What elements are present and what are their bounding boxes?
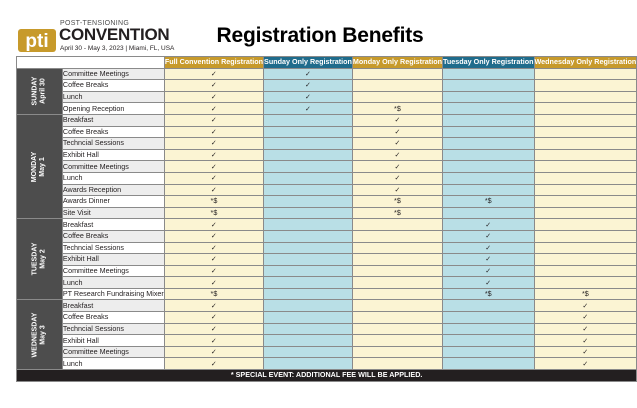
day-label-monday (17, 114, 63, 218)
check-icon: ✓ (534, 300, 637, 312)
table-row (17, 149, 637, 161)
special-fee-mark: *$ (164, 288, 263, 300)
check-icon: ✓ (442, 265, 534, 277)
check-icon: ✓ (264, 80, 353, 92)
empty-cell (534, 172, 637, 184)
check-icon: ✓ (264, 68, 353, 80)
check-icon: ✓ (164, 126, 263, 138)
empty-cell (264, 138, 353, 150)
empty-cell (442, 126, 534, 138)
table-row (17, 242, 637, 254)
check-icon: ✓ (164, 265, 263, 277)
day-date: May 1 (39, 156, 47, 177)
special-fee-mark: *$ (534, 288, 637, 300)
empty-cell (442, 312, 534, 324)
table-row (17, 323, 637, 335)
table-row (17, 254, 637, 266)
empty-cell (352, 346, 442, 358)
table-row (17, 312, 637, 324)
empty-cell (352, 277, 442, 289)
empty-cell (534, 103, 637, 115)
day-label-text (31, 77, 47, 106)
table-row (17, 300, 637, 312)
empty-cell (442, 80, 534, 92)
column-header-full: Full Convention Registration (164, 57, 264, 67)
check-icon: ✓ (164, 184, 263, 196)
empty-cell (442, 300, 534, 312)
empty-cell (264, 288, 353, 300)
empty-cell (264, 149, 353, 161)
page-title: Registration Benefits (216, 24, 424, 47)
empty-cell (442, 114, 534, 126)
empty-cell (264, 114, 353, 126)
day-name: WEDNESDAY (31, 312, 39, 358)
table-row (17, 103, 637, 115)
event-name: Awards Dinner (62, 196, 164, 208)
day-label-tuesday (17, 219, 63, 300)
check-icon: ✓ (352, 149, 442, 161)
table-row (17, 138, 637, 150)
day-label-text (31, 312, 47, 357)
empty-cell (534, 230, 637, 242)
day-date: May 2 (39, 249, 47, 270)
empty-cell (534, 114, 637, 126)
empty-cell (534, 207, 637, 219)
event-name: Breakfast (62, 219, 164, 231)
check-icon: ✓ (164, 103, 263, 115)
empty-cell (264, 172, 353, 184)
table-row (17, 68, 637, 80)
check-icon: ✓ (534, 346, 637, 358)
check-icon: ✓ (164, 277, 263, 289)
check-icon: ✓ (164, 219, 263, 231)
empty-cell (442, 172, 534, 184)
day-label-sunday (17, 68, 63, 114)
empty-cell (442, 103, 534, 115)
empty-cell (352, 312, 442, 324)
empty-cell (264, 358, 353, 370)
table-row (17, 196, 637, 208)
check-icon: ✓ (164, 323, 263, 335)
event-name: Awards Reception (62, 184, 164, 196)
empty-cell (534, 196, 637, 208)
check-icon: ✓ (442, 230, 534, 242)
empty-cell (442, 184, 534, 196)
check-icon: ✓ (352, 138, 442, 150)
check-icon: ✓ (164, 358, 263, 370)
check-icon: ✓ (352, 172, 442, 184)
check-icon: ✓ (352, 184, 442, 196)
check-icon: ✓ (352, 114, 442, 126)
empty-cell (264, 207, 353, 219)
event-name: Exhibit Hall (62, 335, 164, 347)
check-icon: ✓ (442, 242, 534, 254)
event-name: Breakfast (62, 300, 164, 312)
check-icon: ✓ (164, 91, 263, 103)
empty-cell (352, 254, 442, 266)
check-icon: ✓ (352, 161, 442, 173)
check-icon: ✓ (442, 254, 534, 266)
check-icon: ✓ (164, 312, 263, 324)
day-label-wednesday (17, 300, 63, 370)
day-name: TUESDAY (31, 242, 39, 276)
table-row (17, 172, 637, 184)
empty-cell (442, 346, 534, 358)
event-name: Lunch (62, 277, 164, 289)
empty-cell (264, 346, 353, 358)
check-icon: ✓ (164, 172, 263, 184)
check-icon: ✓ (164, 300, 263, 312)
check-icon: ✓ (534, 312, 637, 324)
special-fee-mark: *$ (352, 103, 442, 115)
event-name: Committee Meetings (62, 161, 164, 173)
event-name: Opening Reception (62, 103, 164, 115)
event-name: Site Visit (62, 207, 164, 219)
event-name: Exhibit Hall (62, 254, 164, 266)
check-icon: ✓ (264, 91, 353, 103)
event-name: Coffee Breaks (62, 80, 164, 92)
empty-cell (534, 254, 637, 266)
check-icon: ✓ (164, 346, 263, 358)
day-label-text (31, 243, 47, 276)
footnote: * SPECIAL EVENT: ADDITIONAL FEE WILL BE APPLIED. (17, 370, 637, 382)
event-name: Exhibit Hall (62, 149, 164, 161)
empty-cell (352, 335, 442, 347)
column-header-tuesday: Tuesday Only Registration (442, 57, 534, 67)
empty-cell (534, 242, 637, 254)
empty-cell (264, 312, 353, 324)
empty-cell (534, 91, 637, 103)
table-row (17, 207, 637, 219)
day-name: MONDAY (31, 151, 39, 182)
check-icon: ✓ (164, 68, 263, 80)
empty-cell (264, 323, 353, 335)
check-icon: ✓ (164, 242, 263, 254)
day-name: SUNDAY (31, 76, 39, 106)
empty-cell (442, 68, 534, 80)
event-name: Committee Meetings (62, 346, 164, 358)
event-name: Committee Meetings (62, 265, 164, 277)
special-fee-mark: *$ (164, 207, 263, 219)
empty-cell (534, 265, 637, 277)
empty-cell (352, 288, 442, 300)
table-row (17, 335, 637, 347)
column-header-monday: Monday Only Registration (352, 57, 442, 67)
check-icon: ✓ (164, 254, 263, 266)
empty-cell (352, 80, 442, 92)
empty-cell (534, 219, 637, 231)
check-icon: ✓ (164, 149, 263, 161)
empty-cell (264, 230, 353, 242)
check-icon: ✓ (534, 358, 637, 370)
check-icon: ✓ (534, 335, 637, 347)
table-row (17, 288, 637, 300)
empty-cell (352, 265, 442, 277)
empty-cell (442, 323, 534, 335)
table-row (17, 277, 637, 289)
table-row (17, 265, 637, 277)
event-name: Techncial Sessions (62, 138, 164, 150)
empty-cell (534, 138, 637, 150)
empty-cell (442, 207, 534, 219)
table-body (17, 68, 637, 369)
empty-cell (264, 184, 353, 196)
day-label-text (31, 151, 47, 181)
header-corner (17, 57, 165, 69)
check-icon: ✓ (164, 161, 263, 173)
check-icon: ✓ (164, 80, 263, 92)
check-icon: ✓ (164, 335, 263, 347)
logo-name: CONVENTION (59, 25, 170, 44)
check-icon: ✓ (534, 323, 637, 335)
table-row (17, 219, 637, 231)
column-header-wednesday: Wednesday Only Registration (534, 57, 637, 67)
special-fee-mark: *$ (442, 196, 534, 208)
special-fee-mark: *$ (352, 207, 442, 219)
empty-cell (352, 68, 442, 80)
event-name: Coffee Breaks (62, 126, 164, 138)
special-fee-mark: *$ (352, 196, 442, 208)
check-icon: ✓ (164, 138, 263, 150)
check-icon: ✓ (264, 103, 353, 115)
empty-cell (352, 242, 442, 254)
empty-cell (442, 149, 534, 161)
special-fee-mark: *$ (442, 288, 534, 300)
event-name: Lunch (62, 172, 164, 184)
empty-cell (442, 335, 534, 347)
table-row (17, 126, 637, 138)
empty-cell (264, 242, 353, 254)
table-row (17, 91, 637, 103)
empty-cell (442, 358, 534, 370)
event-name: Techncial Sessions (62, 323, 164, 335)
day-date: May 3 (39, 325, 47, 345)
check-icon: ✓ (442, 277, 534, 289)
empty-cell (352, 300, 442, 312)
event-name: PT Research Fundraising Mixer (62, 289, 164, 299)
empty-cell (264, 219, 353, 231)
empty-cell (264, 300, 353, 312)
empty-cell (352, 219, 442, 231)
logo-dates-location: April 30 - May 3, 2023 | Miami, FL, USA (60, 45, 175, 52)
check-icon: ✓ (442, 219, 534, 231)
event-name: Breakfast (62, 114, 164, 126)
empty-cell (264, 335, 353, 347)
empty-cell (352, 230, 442, 242)
header-row (17, 57, 637, 69)
empty-cell (264, 277, 353, 289)
table-row (17, 184, 637, 196)
empty-cell (352, 91, 442, 103)
table-row (17, 161, 637, 173)
convention-logo (18, 20, 188, 54)
empty-cell (534, 126, 637, 138)
footnote-row (17, 370, 637, 382)
event-name: Coffee Breaks (62, 230, 164, 242)
event-name: Lunch (62, 358, 164, 370)
pti-logo-mark (18, 26, 56, 52)
column-header-sunday: Sunday Only Registration (264, 57, 352, 67)
empty-cell (264, 126, 353, 138)
event-name: Techncial Sessions (62, 242, 164, 254)
event-name: Coffee Breaks (62, 312, 164, 324)
logo-letters: pti (25, 31, 49, 52)
empty-cell (534, 149, 637, 161)
empty-cell (352, 358, 442, 370)
empty-cell (264, 265, 353, 277)
logo-pre-name: POST-TENSIONING (60, 20, 130, 27)
event-name: Committee Meetings (62, 68, 164, 80)
table-row (17, 114, 637, 126)
empty-cell (442, 91, 534, 103)
empty-cell (534, 161, 637, 173)
empty-cell (264, 254, 353, 266)
empty-cell (534, 277, 637, 289)
check-icon: ✓ (164, 230, 263, 242)
table-row (17, 230, 637, 242)
special-fee-mark: *$ (164, 196, 263, 208)
registration-benefits-table (16, 56, 637, 382)
empty-cell (442, 138, 534, 150)
check-icon: ✓ (352, 126, 442, 138)
day-date: April 30 (39, 78, 47, 105)
empty-cell (534, 68, 637, 80)
empty-cell (534, 184, 637, 196)
check-icon: ✓ (164, 114, 263, 126)
empty-cell (442, 161, 534, 173)
table-row (17, 80, 637, 92)
table-row (17, 346, 637, 358)
empty-cell (534, 80, 637, 92)
empty-cell (264, 196, 353, 208)
empty-cell (352, 323, 442, 335)
table-row (17, 358, 637, 370)
event-name: Lunch (62, 91, 164, 103)
empty-cell (264, 161, 353, 173)
